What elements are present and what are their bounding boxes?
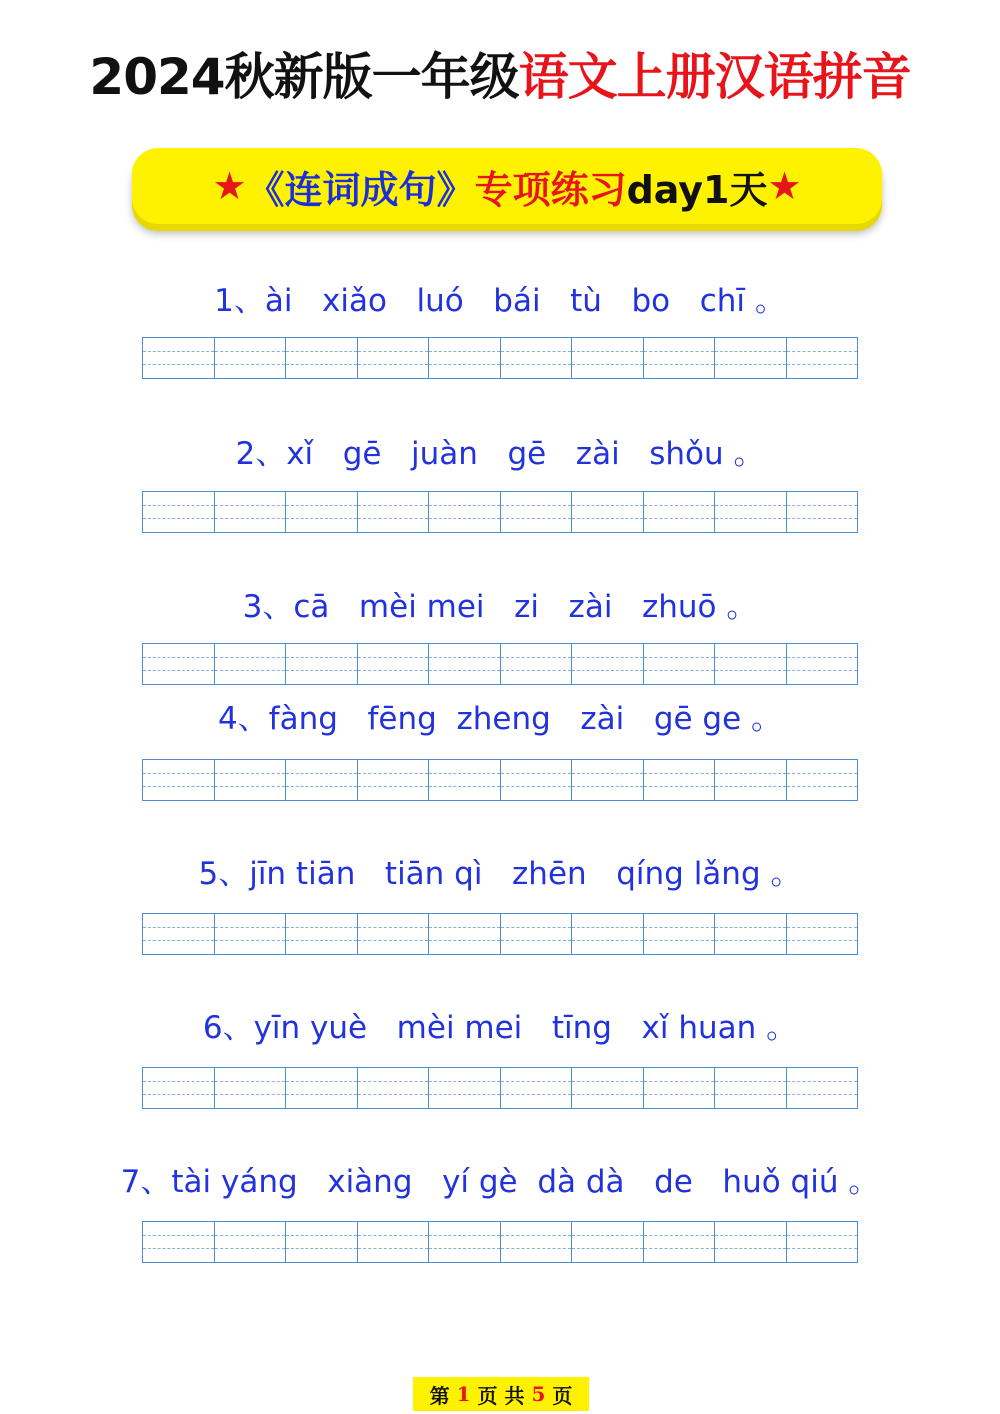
grid-cell[interactable] bbox=[215, 492, 287, 532]
grid-cell[interactable] bbox=[286, 1068, 358, 1108]
star-icon: ★ bbox=[767, 164, 802, 208]
grid-cell[interactable] bbox=[286, 1222, 358, 1262]
page-indicator-post: 页 bbox=[545, 1383, 573, 1408]
grid-cell[interactable] bbox=[429, 1068, 501, 1108]
grid-cell[interactable] bbox=[286, 760, 358, 800]
grid-cell[interactable] bbox=[286, 914, 358, 954]
pinyin-line: 2、xǐ gē juàn gē zài shǒu 。 bbox=[235, 436, 765, 472]
grid-cell[interactable] bbox=[787, 760, 858, 800]
grid-cell[interactable] bbox=[286, 338, 358, 378]
current-page: 1 bbox=[456, 1382, 471, 1406]
grid-cell[interactable] bbox=[215, 760, 287, 800]
grid-cell[interactable] bbox=[644, 492, 716, 532]
grid-cell[interactable] bbox=[358, 644, 430, 684]
grid-cell[interactable] bbox=[358, 1222, 430, 1262]
grid-cell[interactable] bbox=[358, 760, 430, 800]
grid-cell[interactable] bbox=[143, 492, 215, 532]
grid-cell[interactable] bbox=[143, 914, 215, 954]
grid-cell[interactable] bbox=[286, 492, 358, 532]
grid-cell[interactable] bbox=[429, 492, 501, 532]
grid-cell[interactable] bbox=[572, 1222, 644, 1262]
banner-exercise-name: 连词成句 bbox=[284, 167, 437, 212]
grid-cell[interactable] bbox=[429, 1222, 501, 1262]
grid-cell[interactable] bbox=[143, 644, 215, 684]
grid-cell[interactable] bbox=[572, 644, 644, 684]
grid-cell[interactable] bbox=[787, 1068, 858, 1108]
pinyin-line: 4、fàng fēng zheng zài gē ge 。 bbox=[217, 701, 783, 737]
grid-cell[interactable] bbox=[572, 760, 644, 800]
grid-cell[interactable] bbox=[501, 492, 573, 532]
grid-cell[interactable] bbox=[787, 492, 858, 532]
grid-cell[interactable] bbox=[215, 338, 287, 378]
grid-cell[interactable] bbox=[215, 1222, 287, 1262]
grid-cell[interactable] bbox=[429, 760, 501, 800]
grid-cell[interactable] bbox=[143, 760, 215, 800]
page-indicator-pre: 第 bbox=[429, 1383, 457, 1408]
exercise-banner bbox=[132, 148, 882, 224]
grid-cell[interactable] bbox=[787, 644, 858, 684]
grid-cell[interactable] bbox=[358, 914, 430, 954]
grid-cell[interactable] bbox=[429, 914, 501, 954]
writing-grid[interactable] bbox=[142, 913, 858, 955]
grid-cell[interactable] bbox=[644, 760, 716, 800]
pinyin-line: 1、ài xiǎo luó bái tù bo chī 。 bbox=[214, 283, 786, 319]
grid-cell[interactable] bbox=[715, 1222, 787, 1262]
grid-cell[interactable] bbox=[644, 1222, 716, 1262]
grid-cell[interactable] bbox=[787, 914, 858, 954]
grid-cell[interactable] bbox=[644, 1068, 716, 1108]
page-indicator-mid: 页 共 bbox=[470, 1383, 532, 1408]
grid-cell[interactable] bbox=[429, 644, 501, 684]
grid-cell[interactable] bbox=[787, 1222, 858, 1262]
grid-cell[interactable] bbox=[143, 1068, 215, 1108]
grid-cell[interactable] bbox=[644, 914, 716, 954]
writing-grid[interactable] bbox=[142, 1067, 858, 1109]
grid-cell[interactable] bbox=[429, 338, 501, 378]
grid-cell[interactable] bbox=[501, 1222, 573, 1262]
writing-grid[interactable] bbox=[142, 759, 858, 801]
grid-cell[interactable] bbox=[715, 1068, 787, 1108]
pinyin-line: 5、jīn tiān tiān qì zhēn qíng lǎng 。 bbox=[198, 856, 802, 892]
grid-cell[interactable] bbox=[215, 914, 287, 954]
banner-book-open: 《 bbox=[246, 167, 285, 212]
title-grade: 2024秋新版一年级 bbox=[89, 48, 519, 106]
grid-cell[interactable] bbox=[501, 914, 573, 954]
grid-cell[interactable] bbox=[501, 760, 573, 800]
grid-cell[interactable] bbox=[715, 914, 787, 954]
grid-cell[interactable] bbox=[143, 338, 215, 378]
pinyin-line: 7、tài yáng xiàng yí gè dà dà de huǒ qiú 。 bbox=[120, 1164, 880, 1200]
writing-grid[interactable] bbox=[142, 491, 858, 533]
pinyin-line: 6、yīn yuè mèi mei tīng xǐ huan 。 bbox=[202, 1010, 798, 1046]
grid-cell[interactable] bbox=[501, 338, 573, 378]
grid-cell[interactable] bbox=[286, 644, 358, 684]
grid-cell[interactable] bbox=[358, 338, 430, 378]
writing-grid[interactable] bbox=[142, 643, 858, 685]
grid-cell[interactable] bbox=[572, 1068, 644, 1108]
pinyin-line: 3、cā mèi mei zi zài zhuō 。 bbox=[242, 589, 758, 625]
banner-book-close: 》 bbox=[436, 167, 475, 212]
grid-cell[interactable] bbox=[715, 760, 787, 800]
grid-cell[interactable] bbox=[358, 1068, 430, 1108]
title-subject: 语文上册汉语拼音 bbox=[518, 48, 911, 106]
star-icon: ★ bbox=[212, 164, 247, 208]
grid-cell[interactable] bbox=[501, 1068, 573, 1108]
banner-day: day1天 bbox=[626, 167, 768, 212]
grid-cell[interactable] bbox=[715, 644, 787, 684]
grid-cell[interactable] bbox=[644, 338, 716, 378]
grid-cell[interactable] bbox=[215, 1068, 287, 1108]
banner-topic: 专项练习 bbox=[474, 167, 627, 212]
writing-grid[interactable] bbox=[142, 1221, 858, 1263]
total-pages: 5 bbox=[531, 1382, 546, 1406]
page-indicator bbox=[413, 1377, 589, 1411]
grid-cell[interactable] bbox=[715, 338, 787, 378]
grid-cell[interactable] bbox=[787, 338, 858, 378]
grid-cell[interactable] bbox=[215, 644, 287, 684]
grid-cell[interactable] bbox=[715, 492, 787, 532]
grid-cell[interactable] bbox=[644, 644, 716, 684]
grid-cell[interactable] bbox=[358, 492, 430, 532]
grid-cell[interactable] bbox=[572, 338, 644, 378]
grid-cell[interactable] bbox=[572, 492, 644, 532]
grid-cell[interactable] bbox=[501, 644, 573, 684]
writing-grid[interactable] bbox=[142, 337, 858, 379]
page-title bbox=[0, 42, 1000, 112]
grid-cell[interactable] bbox=[572, 914, 644, 954]
grid-cell[interactable] bbox=[143, 1222, 215, 1262]
